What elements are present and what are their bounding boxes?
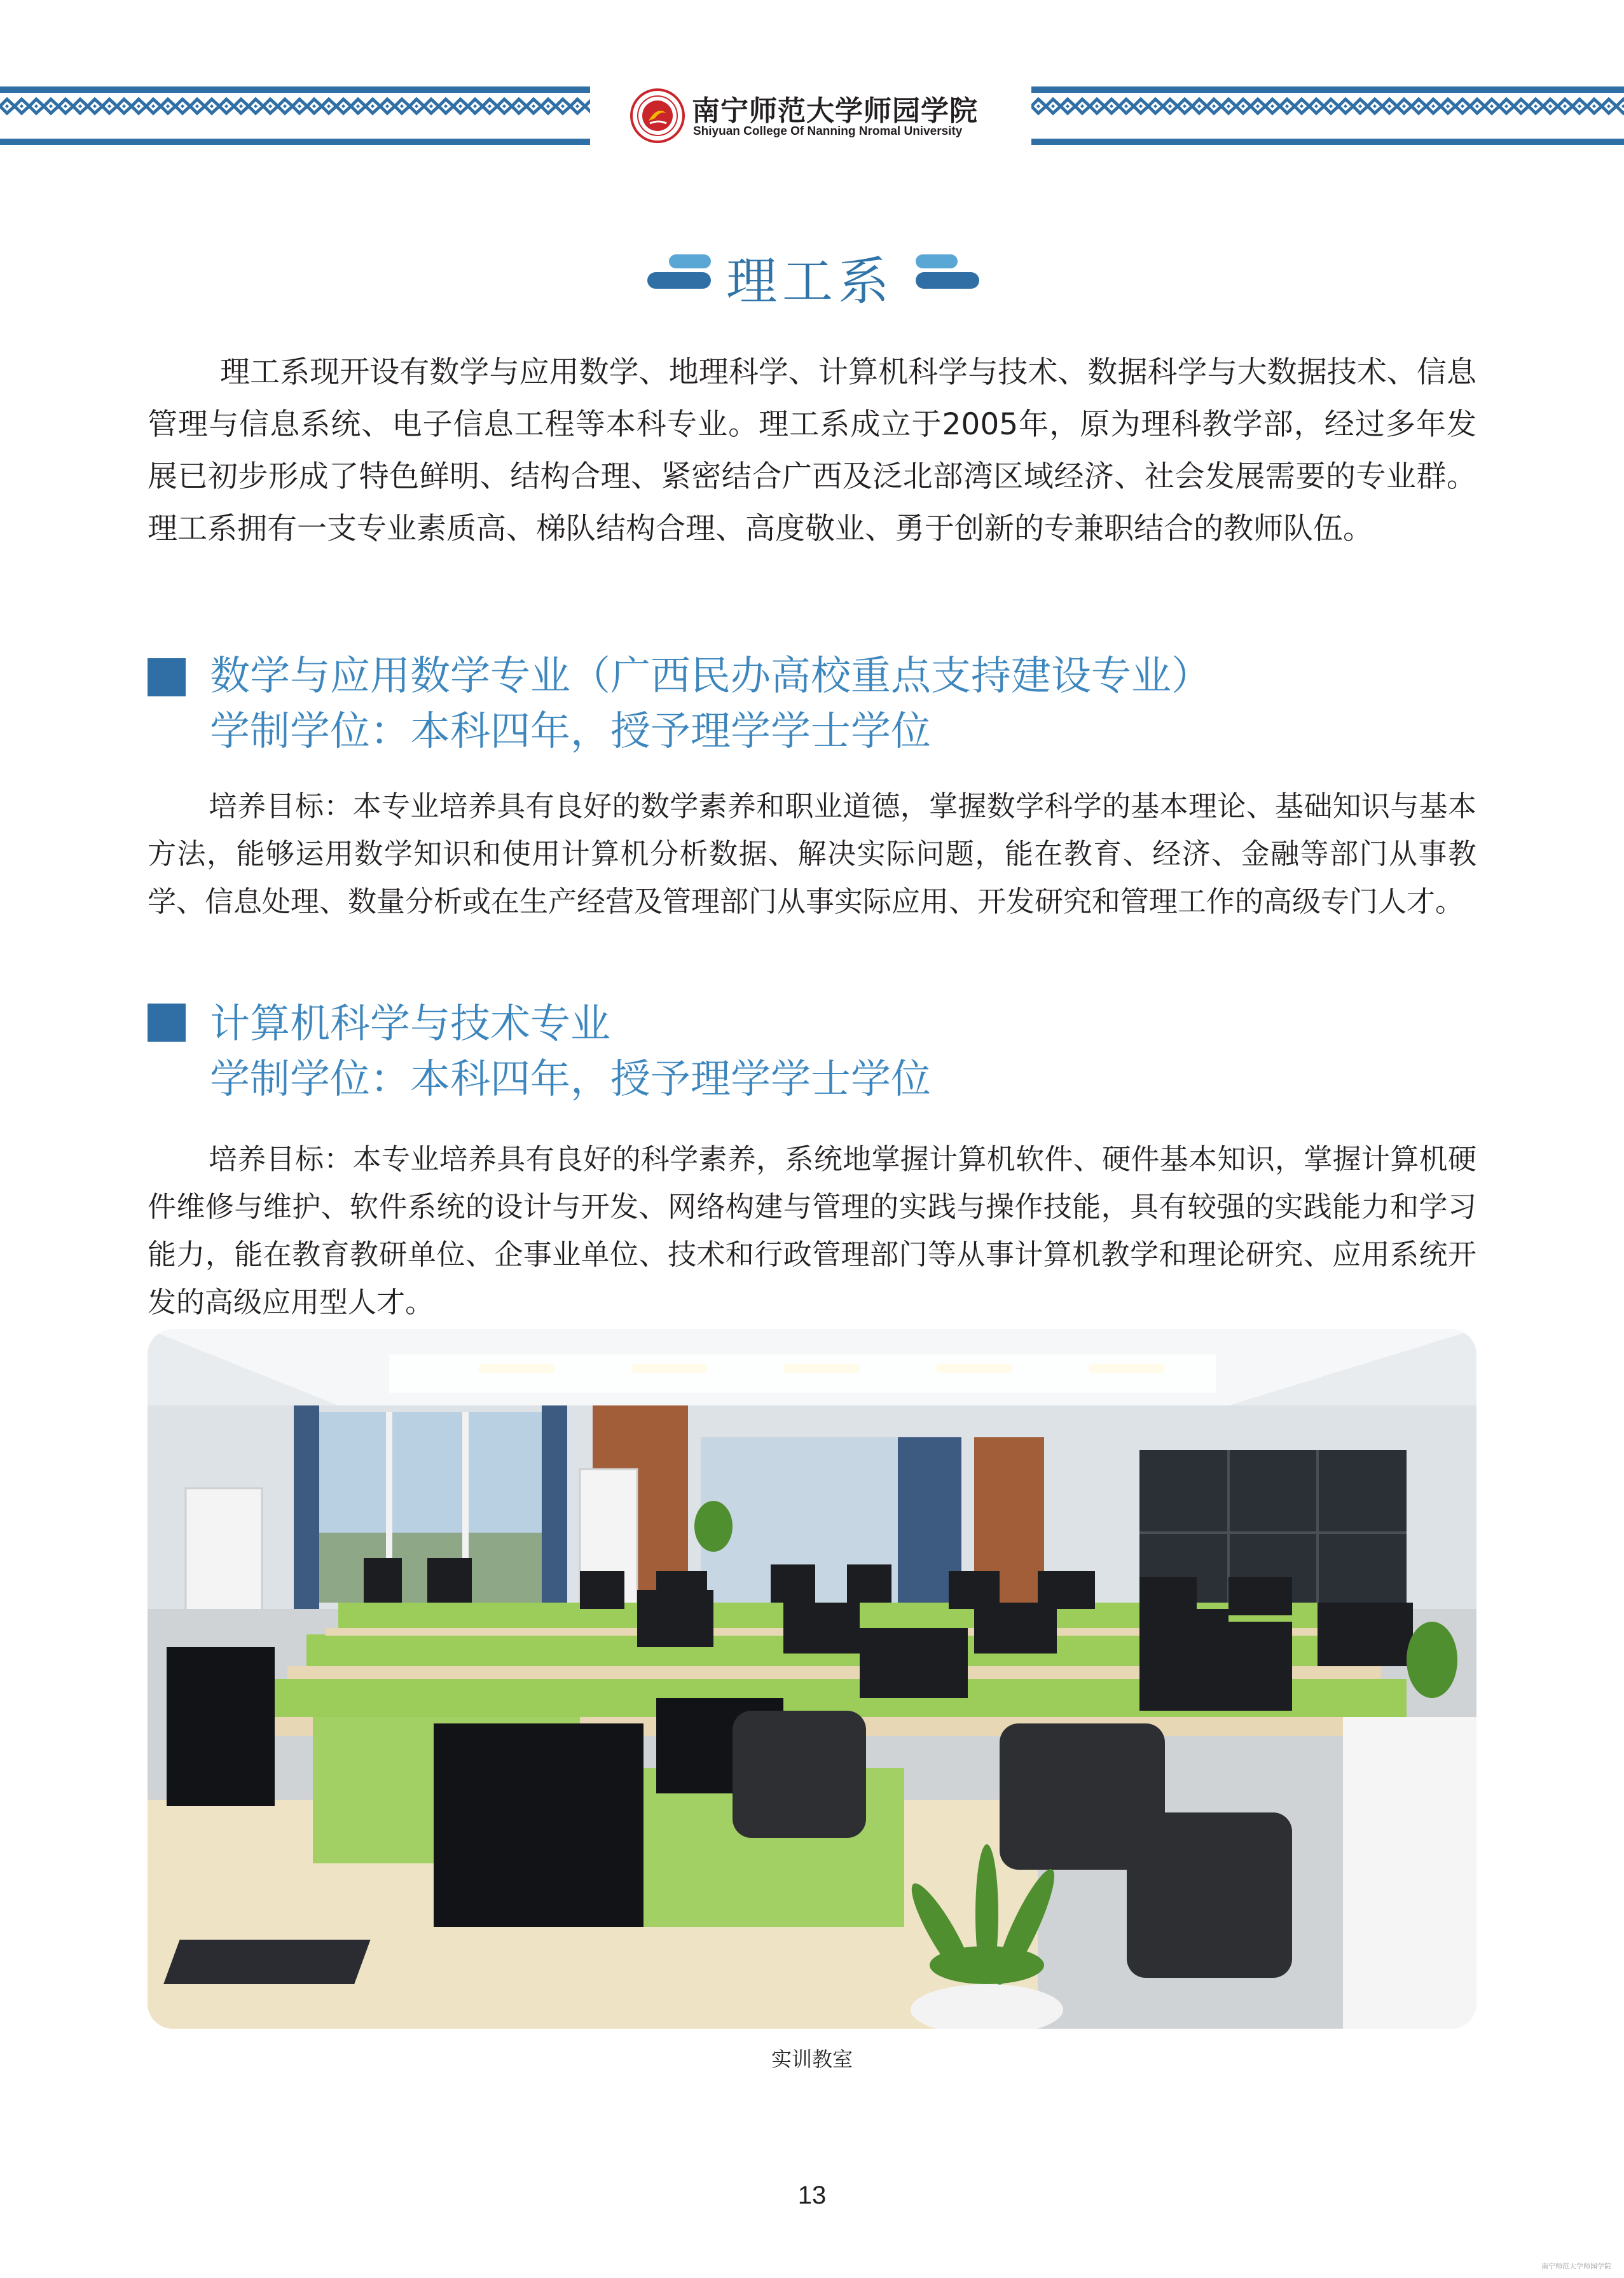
classroom-photo (148, 1329, 1476, 2029)
header-pattern-left (0, 86, 590, 145)
section-body-cs: 培养目标：本专业培养具有良好的科学素养，系统地掌握计算机软件、硬件基本知识，掌握计算机硬件维修与维护、软件系统的设计与开发、网络构建与管理的实践与操作技能，具有较强的实践能力和学习能力，能在教育教研单位、企事业单位、技术和行政管理部门等从事计算机教学和理论研究、应用系统开发的高级应用型人才。 (148, 1142, 1476, 1319)
college-logo (630, 88, 1011, 145)
title-decoration-left-icon (647, 254, 711, 289)
college-seal-icon (630, 88, 685, 144)
school-name-en: Shiyuan College Of Nanning Nromal University (693, 125, 963, 138)
photo-caption: 实训教室 (771, 2047, 853, 2071)
section-heading-math: 数学与应用数学专业（广西民办高校重点支持建设专业） (210, 652, 1211, 699)
header-pattern-right (1031, 86, 1624, 145)
section-body-math: 培养目标：本专业培养具有良好的数学素养和职业道德，掌握数学科学的基本理论、基础知识与基本方法，能够运用数学知识和使用计算机分析数据、解决实际问题，能在教育、经济、金融等部门从事教学、信息处理、数量分析或在生产经营及管理部门从事实际应用、开发研究和管理工作的高级专门人才。 (148, 789, 1476, 918)
section-marker (148, 658, 186, 696)
page-title: 理工系 (726, 252, 894, 311)
page-number: 13 (797, 2181, 827, 2209)
section-subheading-math: 学制学位：本科四年，授予理学学士学位 (210, 708, 931, 754)
section-marker (148, 1004, 186, 1042)
intro-paragraph: 理工系现开设有数学与应用数学、地理科学、计算机科学与技术、数据科学与大数据技术、信息管理与信息系统、电子信息工程等本科专业。理工系成立于2005年，原为理科教学部，经过多年发展已初步形成了特色鲜明、结构合理、紧密结合广西及泛北部湾区域经济、社会发展需要的专业群。理工系拥有一支专业素质高、梯队结构合理、高度敬业、勇于创新的专兼职结合的教师队伍。 (148, 355, 1476, 546)
title-decoration-right-icon (916, 254, 979, 289)
footer-note: 南宁师范大学师园学院 (1541, 2262, 1611, 2270)
section-heading-cs: 计算机科学与技术专业 (210, 1000, 610, 1047)
section-subheading-cs: 学制学位：本科四年，授予理学学士学位 (210, 1056, 931, 1102)
school-name-cn: 南宁师范大学师园学院 (692, 95, 978, 127)
